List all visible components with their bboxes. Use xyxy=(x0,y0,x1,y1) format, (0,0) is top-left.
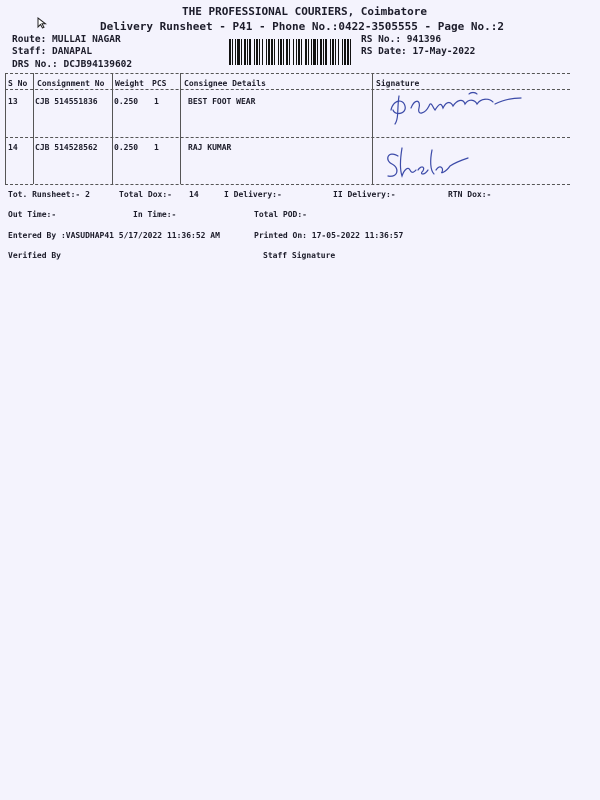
ii-delivery: II Delivery:- xyxy=(333,190,396,199)
runsheet-title: Delivery Runsheet - P41 - Phone No.:0422-3505555 - Page No.:2 xyxy=(100,20,504,33)
total-dox-label: Total Dox:- xyxy=(119,190,172,199)
signature-image xyxy=(385,86,535,126)
staff-label: Staff: DANAPAL xyxy=(12,46,93,57)
drs-number: DRS No.: DCJB94139602 xyxy=(12,59,133,70)
column-divider xyxy=(180,73,181,184)
signature-image xyxy=(378,140,478,185)
column-divider xyxy=(372,73,373,184)
table-border-left xyxy=(5,73,6,184)
row-pcs: 1 xyxy=(154,97,159,106)
col-header-signature: Signature xyxy=(376,79,420,88)
col-header-pcs: PCS xyxy=(152,79,167,88)
company-title: THE PROFESSIONAL COURIERS, Coimbatore xyxy=(182,5,428,18)
barcode xyxy=(229,39,354,65)
row-weight: 0.250 xyxy=(114,143,139,152)
route-label: Route: MULLAI NAGAR xyxy=(12,34,121,45)
col-header-consignment: Consignment No xyxy=(37,79,105,88)
verified-by: Verified By xyxy=(8,251,61,260)
printed-on: Printed On: 17-05-2022 11:36:57 xyxy=(254,231,404,240)
column-divider xyxy=(33,73,34,184)
tot-runsheet: Tot. Runsheet:- 2 xyxy=(8,190,90,199)
staff-signature: Staff Signature xyxy=(263,251,336,260)
entered-by: Entered By :VASUDHAP41 5/17/2022 11:36:52 AM xyxy=(8,231,220,240)
row-sno: 14 xyxy=(8,143,18,152)
i-delivery: I Delivery:- xyxy=(224,190,282,199)
row-consignment: CJB 514551836 xyxy=(35,97,98,106)
rs-date: RS Date: 17-May-2022 xyxy=(361,46,476,57)
row-consignment: CJB 514528562 xyxy=(35,143,98,152)
out-time: Out Time:- xyxy=(8,210,57,219)
table-bottom-rule xyxy=(5,184,570,185)
row-weight: 0.250 xyxy=(114,97,139,106)
col-header-weight: Weight xyxy=(115,79,144,88)
row-sno: 13 xyxy=(8,97,18,106)
rtn-dox: RTN Dox:- xyxy=(448,190,492,199)
in-time: In Time:- xyxy=(133,210,177,219)
row-pcs: 1 xyxy=(154,143,159,152)
col-header-consignee: Consignee Details xyxy=(184,79,266,88)
table-top-rule xyxy=(5,73,570,74)
col-header-sno: S No xyxy=(8,79,28,88)
row-consignee: BEST FOOT WEAR xyxy=(188,97,256,106)
cursor-icon xyxy=(37,17,47,29)
total-pod: Total POD:- xyxy=(254,210,307,219)
rs-number: RS No.: 941396 xyxy=(361,34,442,45)
total-dox-value: 14 xyxy=(189,190,199,199)
column-divider xyxy=(112,73,113,184)
row-consignee: RAJ KUMAR xyxy=(188,143,232,152)
row-separator xyxy=(5,137,570,138)
